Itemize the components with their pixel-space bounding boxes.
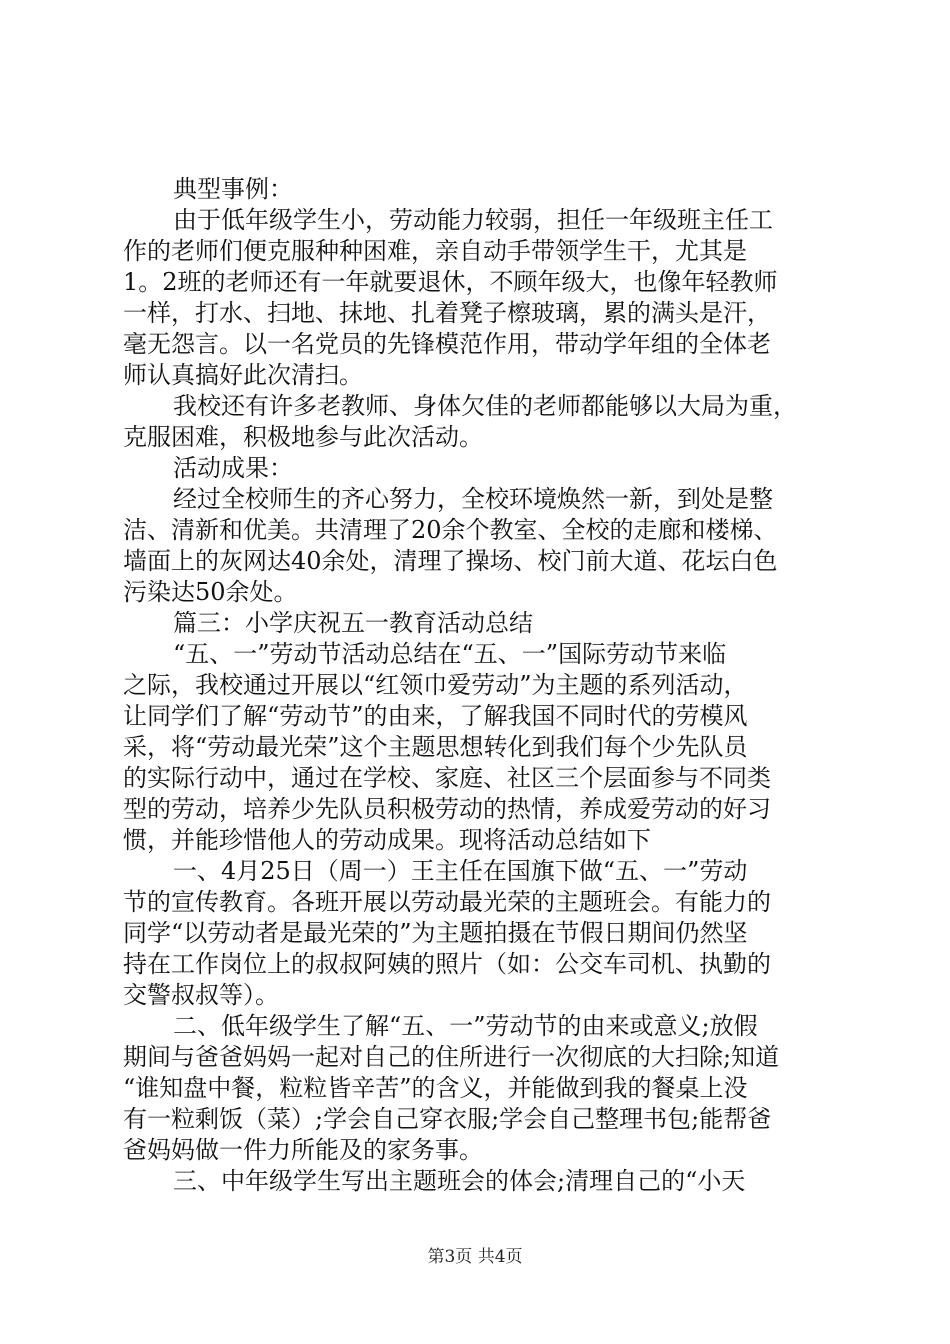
document-body	[123, 174, 843, 1197]
text-line: 经过全校师生的齐心努力，全校环境焕然一新，到处是整	[173, 485, 773, 513]
text-line: 克服困难，积极地参与此次活动。	[123, 423, 483, 451]
text-line: 的实际行动中，通过在学校、家庭、社区三个层面参与不同类	[123, 764, 771, 792]
text-line: 交警叔叔等）。	[123, 981, 279, 1009]
text-line: 墙面上的灰网达40余处，清理了操场、校门前大道、花坛白色	[123, 547, 778, 575]
paragraph-heading: 典型事例：	[173, 175, 293, 203]
text-line: 一、4月25日（周一）王主任在国旗下做“五、一”劳动	[173, 857, 748, 885]
text-line: “五、一”劳动节活动总结在“五、一”国际劳动节来临	[173, 640, 727, 668]
text-line: 惯，并能珍惜他人的劳动成果。现将活动总结如下	[123, 826, 651, 854]
text-line: 采，将“劳动最光荣”这个主题思想转化到我们每个少先队员	[123, 733, 748, 761]
text-line: 毫无怨言。以一名党员的先锋模范作用，带动学年组的全体老	[123, 330, 771, 358]
text-line: 有一粒剩饭（菜）;学会自己穿衣服;学会自己整理书包;能帮爸	[123, 1105, 772, 1133]
text-line: 持在工作岗位上的叔叔阿姨的照片（如：公交车司机、执勤的	[123, 950, 771, 978]
text-line: 节的宣传教育。各班开展以劳动最光荣的主题班会。有能力的	[123, 888, 771, 916]
text-line: 洁、清新和优美。共清理了20余个教室、全校的走廊和楼梯、	[123, 516, 778, 544]
text-line: 师认真搞好此次清扫。	[123, 361, 363, 389]
text-line: 爸妈妈做一件力所能及的家务事。	[123, 1136, 483, 1164]
text-line: 型的劳动，培养少先队员积极劳动的热情，养成爱劳动的好习	[123, 795, 771, 823]
text-line: 二、低年级学生了解“五、一”劳动节的由来或意义;放假	[173, 1012, 758, 1040]
text-line: 1。2班的老师还有一年就要退休，不顾年级大，也像年轻教师	[123, 268, 778, 296]
text-line: 由于低年级学生小，劳动能力较弱，担任一年级班主任工	[173, 206, 773, 234]
text-line: 期间与爸爸妈妈一起对自己的住所进行一次彻底的大扫除;知道	[123, 1043, 780, 1071]
text-line: 三、中年级学生写出主题班会的体会;清理自己的“小天	[173, 1167, 746, 1195]
text-line: 让同学们了解“劳动节”的由来，了解我国不同时代的劳模风	[123, 702, 748, 730]
page-number-footer: 第3页 共4页	[427, 1247, 523, 1267]
text-line: “谁知盘中餐，粒粒皆辛苦”的含义，并能做到我的餐桌上没	[123, 1074, 748, 1102]
text-line: 一样，打水、扫地、抹地、扎着凳子檫玻璃，累的满头是汗，	[123, 299, 771, 327]
text-line: 同学“以劳动者是最光荣的”为主题拍摄在节假日期间仍然坚	[123, 919, 748, 947]
text-line: 之际，我校通过开展以“红领巾爱劳动”为主题的系列活动，	[123, 671, 748, 699]
section-title: 篇三：小学庆祝五一教育活动总结	[173, 609, 533, 637]
text-line: 我校还有许多老教师、身体欠佳的老师都能够以大局为重，	[173, 392, 797, 420]
text-line: 污染达50余处。	[123, 578, 298, 606]
text-line: 作的老师们便克服种种困难，亲自动手带领学生干，尤其是	[123, 237, 747, 265]
paragraph-heading: 活动成果：	[173, 454, 293, 482]
